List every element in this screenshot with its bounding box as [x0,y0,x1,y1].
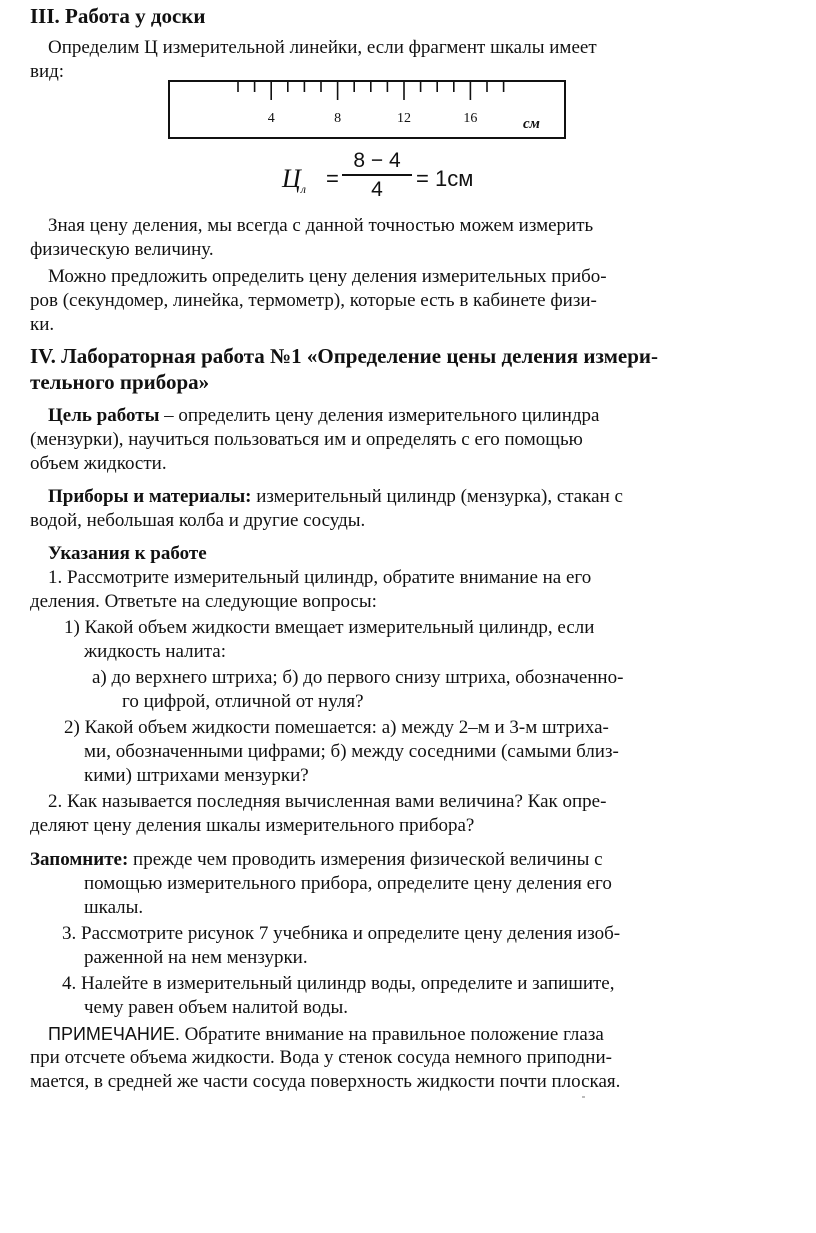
ruler-figure [168,80,566,140]
instruction-1-line-2: деления. Ответьте на следующие вопросы: [30,591,377,612]
step-4-line-1: 4. Налейте в измерительный цилиндр воды, определите и запишите, [62,973,615,994]
goal-label: Цель работы [48,405,160,426]
paragraph-2-line-3: ки. [30,314,55,335]
instruction-1-line-1: 1. Рассмотрите измерительный цилиндр, обратите внимание на его [48,567,592,588]
formula-equals: = [326,166,339,191]
question-1a-line-1: а) до верхнего штриха; б) до первого снизу штриха, обозначенно- [92,667,624,688]
remember-line-3: шкалы. [84,897,144,918]
equipment-line-1: Приборы и материалы: измерительный цилиндр (мензурка), стакан с [48,486,623,507]
section-4-heading-line-1: IV. Лабораторная работа №1 «Определение цены деления измери- [30,344,659,368]
step-4-line-2: чему равен объем налитой воды. [84,997,348,1018]
question-2-line-3: кими) штрихами мензурки? [84,765,309,786]
section-3-heading: III. Работа у доски [30,4,206,28]
goal-line-1: Цель работы – определить цену деления измерительного цилиндра [48,405,600,426]
ruler-unit-label: см [523,116,540,132]
ruler-outline [169,81,565,138]
formula-result: = 1см [416,166,474,191]
formula-numerator: 8 − 4 [342,148,412,176]
question-2-line-1: 2) Какой объем жидкости помешается: а) между 2–м и 3-м штриха- [64,717,609,738]
question-1-line-2: жидкость налита: [84,641,227,662]
remember-line-1: Запомните: прежде чем проводить измерения физической величины с [30,849,603,870]
section-3-text-line-1: Определим Ц измерительной линейки, если фрагмент шкалы имеет [48,37,597,58]
note-line-2: при отсчете объема жидкости. Вода у стенок сосуда немного приподни- [30,1047,612,1068]
step-3-line-1: 3. Рассмотрите рисунок 7 учебника и определите цену деления изоб- [62,923,621,944]
paragraph-1-line-2: физическую величину. [30,239,214,260]
scan-speck [582,1096,585,1098]
paragraph-2-line-2: ров (секундомер, линейка, термометр), которые есть в кабинете физи- [30,290,597,311]
paragraph-2-line-1: Можно предложить определить цену деления измерительных прибо- [48,266,607,287]
question-2-line-2: ми, обозначенными цифрами; б) между соседними (самыми близ- [84,741,619,762]
question-1-line-1: 1) Какой объем жидкости вмещает измерительный цилиндр, если [64,617,595,638]
division-formula [282,148,482,208]
section-4-heading-line-2: тельного прибора» [30,370,210,394]
paragraph-1-line-1: Зная цену деления, мы всегда с данной точностью можем измерить [48,215,594,236]
equipment-label: Приборы и материалы: [48,486,252,507]
note-label: ПРИМЕЧАНИЕ. [48,1024,180,1044]
formula-lhs: $Ц_л$ [282,164,307,197]
step-3-line-2: раженной на нем мензурки. [84,947,308,968]
goal-line-3: объем жидкости. [30,453,167,474]
note-line-3: мается, в средней же части сосуда поверхность жидкости почти плоская. [30,1071,621,1092]
ruler-tick-label: 4 [267,111,275,126]
instructions-heading: Указания к работе [48,543,207,564]
remember-label: Запомните: [30,849,129,870]
section-3-text-line-2: вид: [30,61,65,82]
formula-denominator: 4 [371,178,383,201]
note-line-1: ПРИМЕЧАНИЕ. Обратите внимание на правильное положение глаза [48,1024,604,1045]
instruction-2-line-2: деляют цену деления шкалы измерительного прибора? [30,815,475,836]
question-1a-line-2: го цифрой, отличной от нуля? [122,691,364,712]
ruler-tick-label: 12 [397,111,411,126]
ruler-tick-label: 16 [463,111,478,126]
formula-fraction [342,148,412,204]
instruction-2-line-1: 2. Как называется последняя вычисленная вами величина? Как опре- [48,791,607,812]
goal-line-2: (мензурки), научиться пользоваться им и определять с его помощью [30,429,583,450]
remember-line-2: помощью измерительного прибора, определите цену деления его [84,873,612,894]
equipment-line-2: водой, небольшая колба и другие сосуды. [30,510,366,531]
ruler-tick-label: 8 [334,111,342,126]
